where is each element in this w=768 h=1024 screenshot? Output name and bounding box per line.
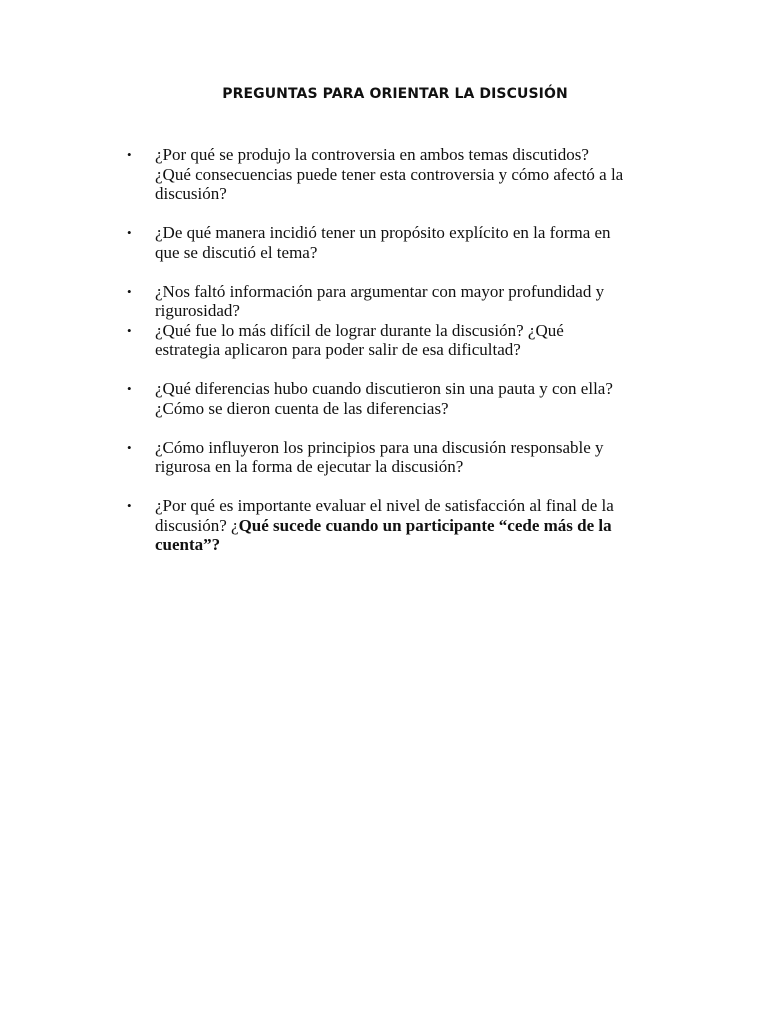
question-text-line: discusión? (155, 184, 227, 203)
bullet-icon: • (127, 381, 132, 396)
question-text-line: ¿Por qué se produjo la controversia en ambos temas discutidos? (155, 145, 589, 164)
question-item-3 (0, 282, 665, 321)
question-text-normal: discusión? ¿ (155, 515, 239, 535)
question-text-bold-line: cuenta”? (155, 535, 221, 554)
question-item-1 (0, 145, 665, 204)
bullet-icon: • (127, 439, 132, 455)
document-title: PREGUNTAS PARA ORIENTAR LA DISCUSIÓN (222, 86, 568, 102)
bullet-icon: • (127, 225, 132, 240)
question-list (0, 145, 768, 555)
question-text-line: ¿Qué diferencias hubo cuando discutieron sin una pauta y con ella? (155, 379, 613, 398)
question-text-line: ¿Qué fue lo más difícil de lograr durante la discusión? ¿Qué (155, 320, 564, 340)
question-item-5 (0, 379, 665, 418)
bullet-icon: • (127, 147, 132, 162)
question-item-6 (0, 438, 665, 477)
question-text-bold: Qué sucede cuando un participante “cede más de la (238, 515, 612, 535)
question-text-line: ¿Por qué es importante evaluar el nivel de satisfacción al final de la (155, 496, 614, 515)
question-text-line: rigurosidad? (155, 301, 240, 320)
question-text-line: ¿Nos faltó información para argumentar con mayor profundidad y (155, 281, 605, 301)
question-text-line: que se discutió el tema? (155, 242, 318, 262)
question-text-line (155, 516, 665, 536)
question-text-line: rigurosa en la forma de ejecutar la discusión? (155, 457, 464, 476)
question-item-4 (0, 321, 665, 360)
question-text-line: ¿Cómo se dieron cuenta de las diferencias? (155, 398, 449, 418)
question-text-line: ¿Qué consecuencias puede tener esta controversia y cómo afectó a la (155, 164, 624, 184)
question-item-2 (0, 223, 665, 262)
bullet-icon: • (127, 322, 132, 338)
bullet-icon: • (127, 283, 132, 299)
question-text-line: estrategia aplicaron para poder salir de esa dificultad? (155, 340, 521, 359)
question-text-line: ¿Cómo influyeron los principios para una discusión responsable y (155, 437, 604, 457)
question-item-7 (0, 496, 665, 555)
question-text-line: ¿De qué manera incidió tener un propósito explícito en la forma en (155, 223, 611, 242)
bullet-icon: • (127, 498, 132, 513)
